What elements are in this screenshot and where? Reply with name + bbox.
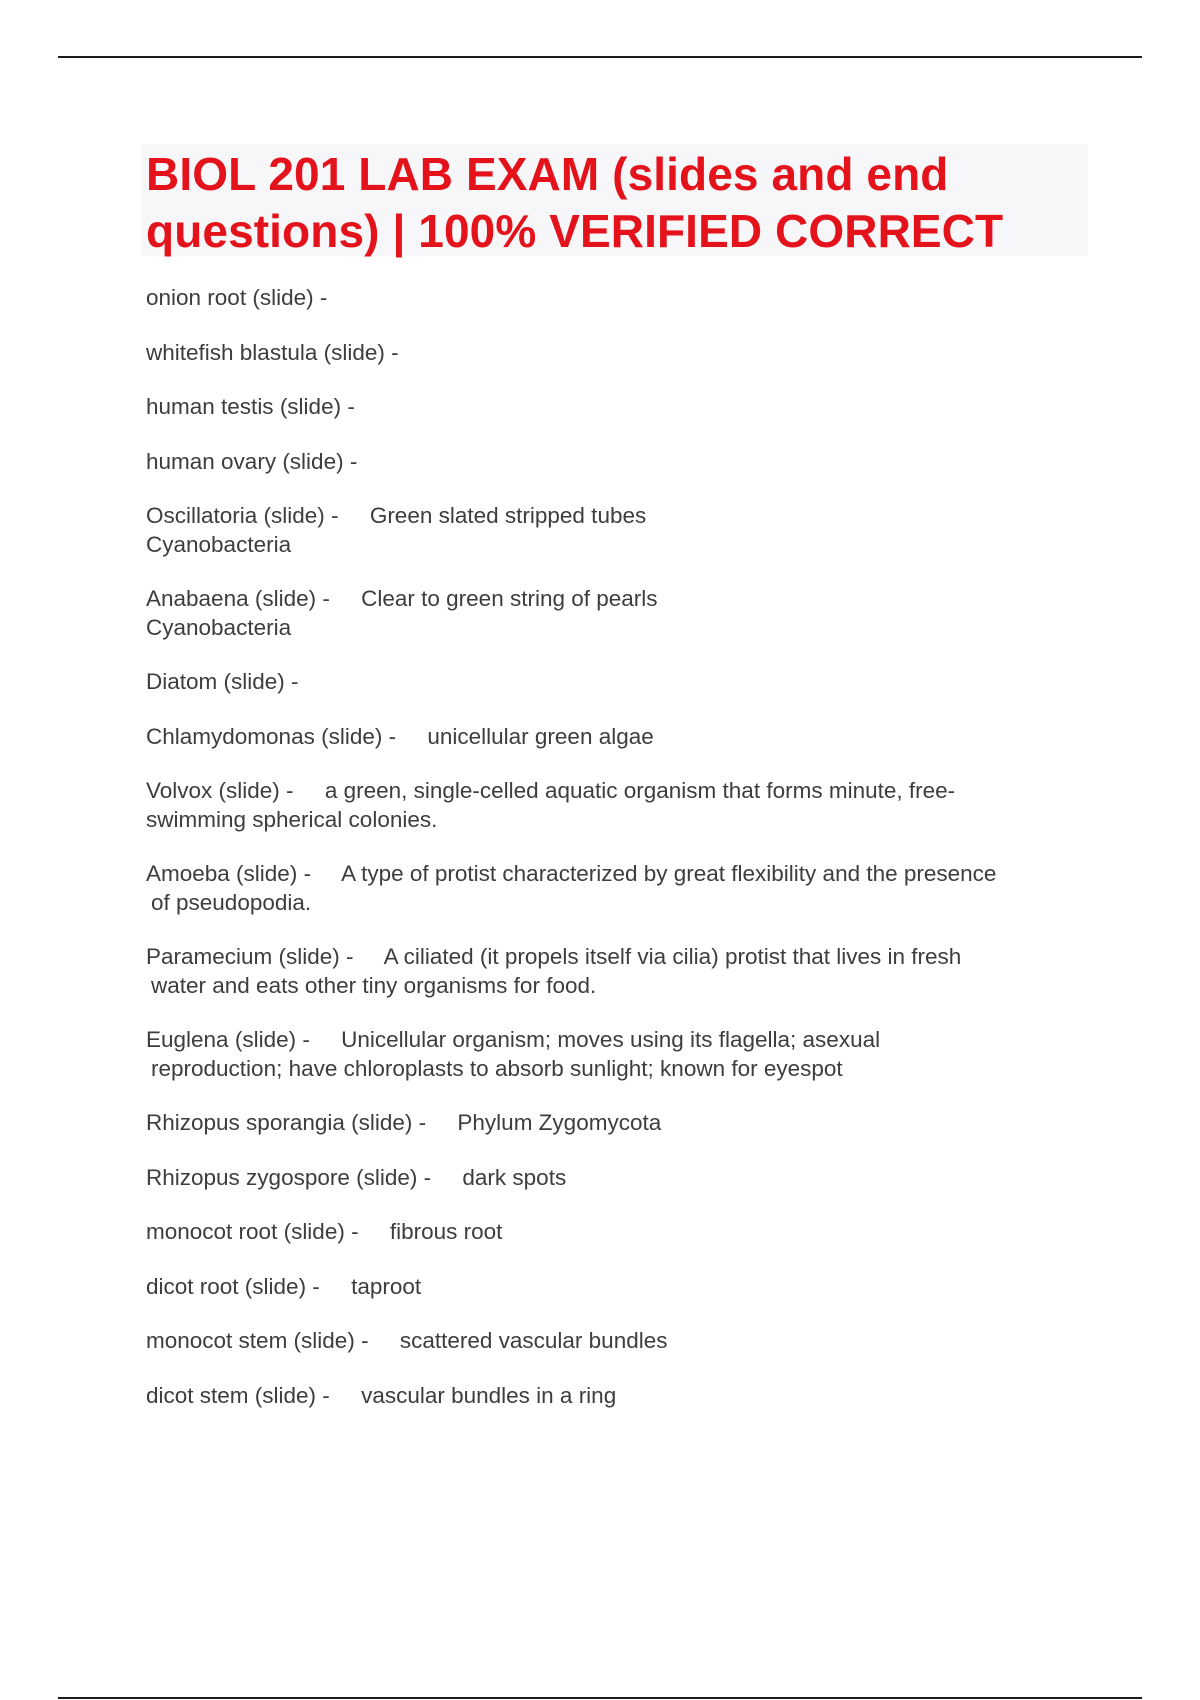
entry-definition: fibrous root [389, 1219, 503, 1244]
flashcard-entry [146, 585, 1096, 642]
entry-term: Rhizopus zygospore (slide) - [146, 1164, 432, 1190]
flashcard-entry [146, 448, 1096, 477]
entry-continuation: water and eats other tiny organisms for food. [151, 972, 597, 998]
entry-definition: taproot [351, 1273, 422, 1299]
entry-definition: Green slated stripped tubes [369, 503, 647, 528]
entry-definition: scattered vascular bundles [399, 1328, 668, 1353]
flashcard-entry [146, 723, 1096, 752]
entry-term: Paramecium (slide) - [146, 944, 354, 969]
entry-continuation: of pseudopodia. [151, 889, 312, 915]
entry-definition: A ciliated (it propels itself via cilia) protist that lives in fresh [383, 944, 962, 969]
entry-term: monocot root (slide) - [146, 1219, 359, 1244]
entry-term: Oscillatoria (slide) - [146, 503, 339, 528]
entry-continuation: swimming spherical colonies. [146, 806, 438, 832]
flashcard-entry [146, 502, 1096, 559]
entry-term: monocot stem (slide) - [146, 1328, 369, 1353]
entry-term: Volvox (slide) - [146, 778, 294, 803]
document-title: BIOL 201 LAB EXAM (slides and end questions) | 100% VERIFIED CORRECT [146, 148, 1004, 257]
flashcard-entry [146, 393, 1096, 422]
entry-definition: vascular bundles in a ring [361, 1382, 617, 1408]
entry-definition: dark spots [462, 1164, 567, 1190]
flashcard-entry [146, 339, 1096, 368]
flashcard-entry [146, 1273, 1096, 1302]
entry-term: Chlamydomonas (slide) - [146, 723, 397, 749]
flashcard-entry [146, 860, 1096, 917]
flashcard-entry [146, 1109, 1096, 1138]
entry-term: dicot root (slide) - [146, 1273, 320, 1299]
entry-term: Anabaena (slide) - [146, 586, 330, 611]
entry-definition: unicellular green algae [427, 723, 654, 749]
flashcard-entry [146, 284, 1096, 313]
entry-continuation: Cyanobacteria [146, 531, 292, 557]
entry-term: Euglena (slide) - [146, 1027, 310, 1052]
flashcard-entry [146, 943, 1096, 1000]
entry-definition: a green, single-celled aquatic organism that forms minute, free- [324, 778, 956, 803]
entry-term: human ovary (slide) - [146, 448, 358, 474]
flashcard-entry [146, 777, 1096, 834]
entry-term: Rhizopus sporangia (slide) - [146, 1110, 427, 1135]
entry-continuation: reproduction; have chloroplasts to absorb sunlight; known for eyespot [151, 1055, 843, 1081]
flashcard-entry [146, 1218, 1096, 1247]
entry-term: human testis (slide) - [146, 394, 355, 419]
entry-definition: Unicellular organism; moves using its flagella; asexual [341, 1027, 881, 1052]
flashcard-entry [146, 1382, 1096, 1411]
flashcard-entry [146, 1327, 1096, 1356]
flashcard-entry [146, 1164, 1096, 1193]
entry-definition: A type of protist characterized by great flexibility and the presence [341, 861, 997, 886]
flashcard-entry [146, 668, 1096, 697]
entry-definition: Clear to green string of pearls [361, 586, 658, 611]
entry-term: Diatom (slide) - [146, 669, 299, 694]
entry-continuation: Cyanobacteria [146, 614, 292, 640]
flashcard-list [146, 284, 1096, 1436]
entry-definition: Phylum Zygomycota [457, 1110, 662, 1135]
top-rule [58, 56, 1142, 58]
flashcard-entry [146, 1026, 1096, 1083]
entry-term: dicot stem (slide) - [146, 1382, 330, 1408]
entry-term: Amoeba (slide) - [146, 861, 312, 886]
entry-term: whitefish blastula (slide) - [146, 339, 399, 365]
bottom-rule [58, 1697, 1142, 1699]
entry-term: onion root (slide) - [146, 285, 328, 310]
